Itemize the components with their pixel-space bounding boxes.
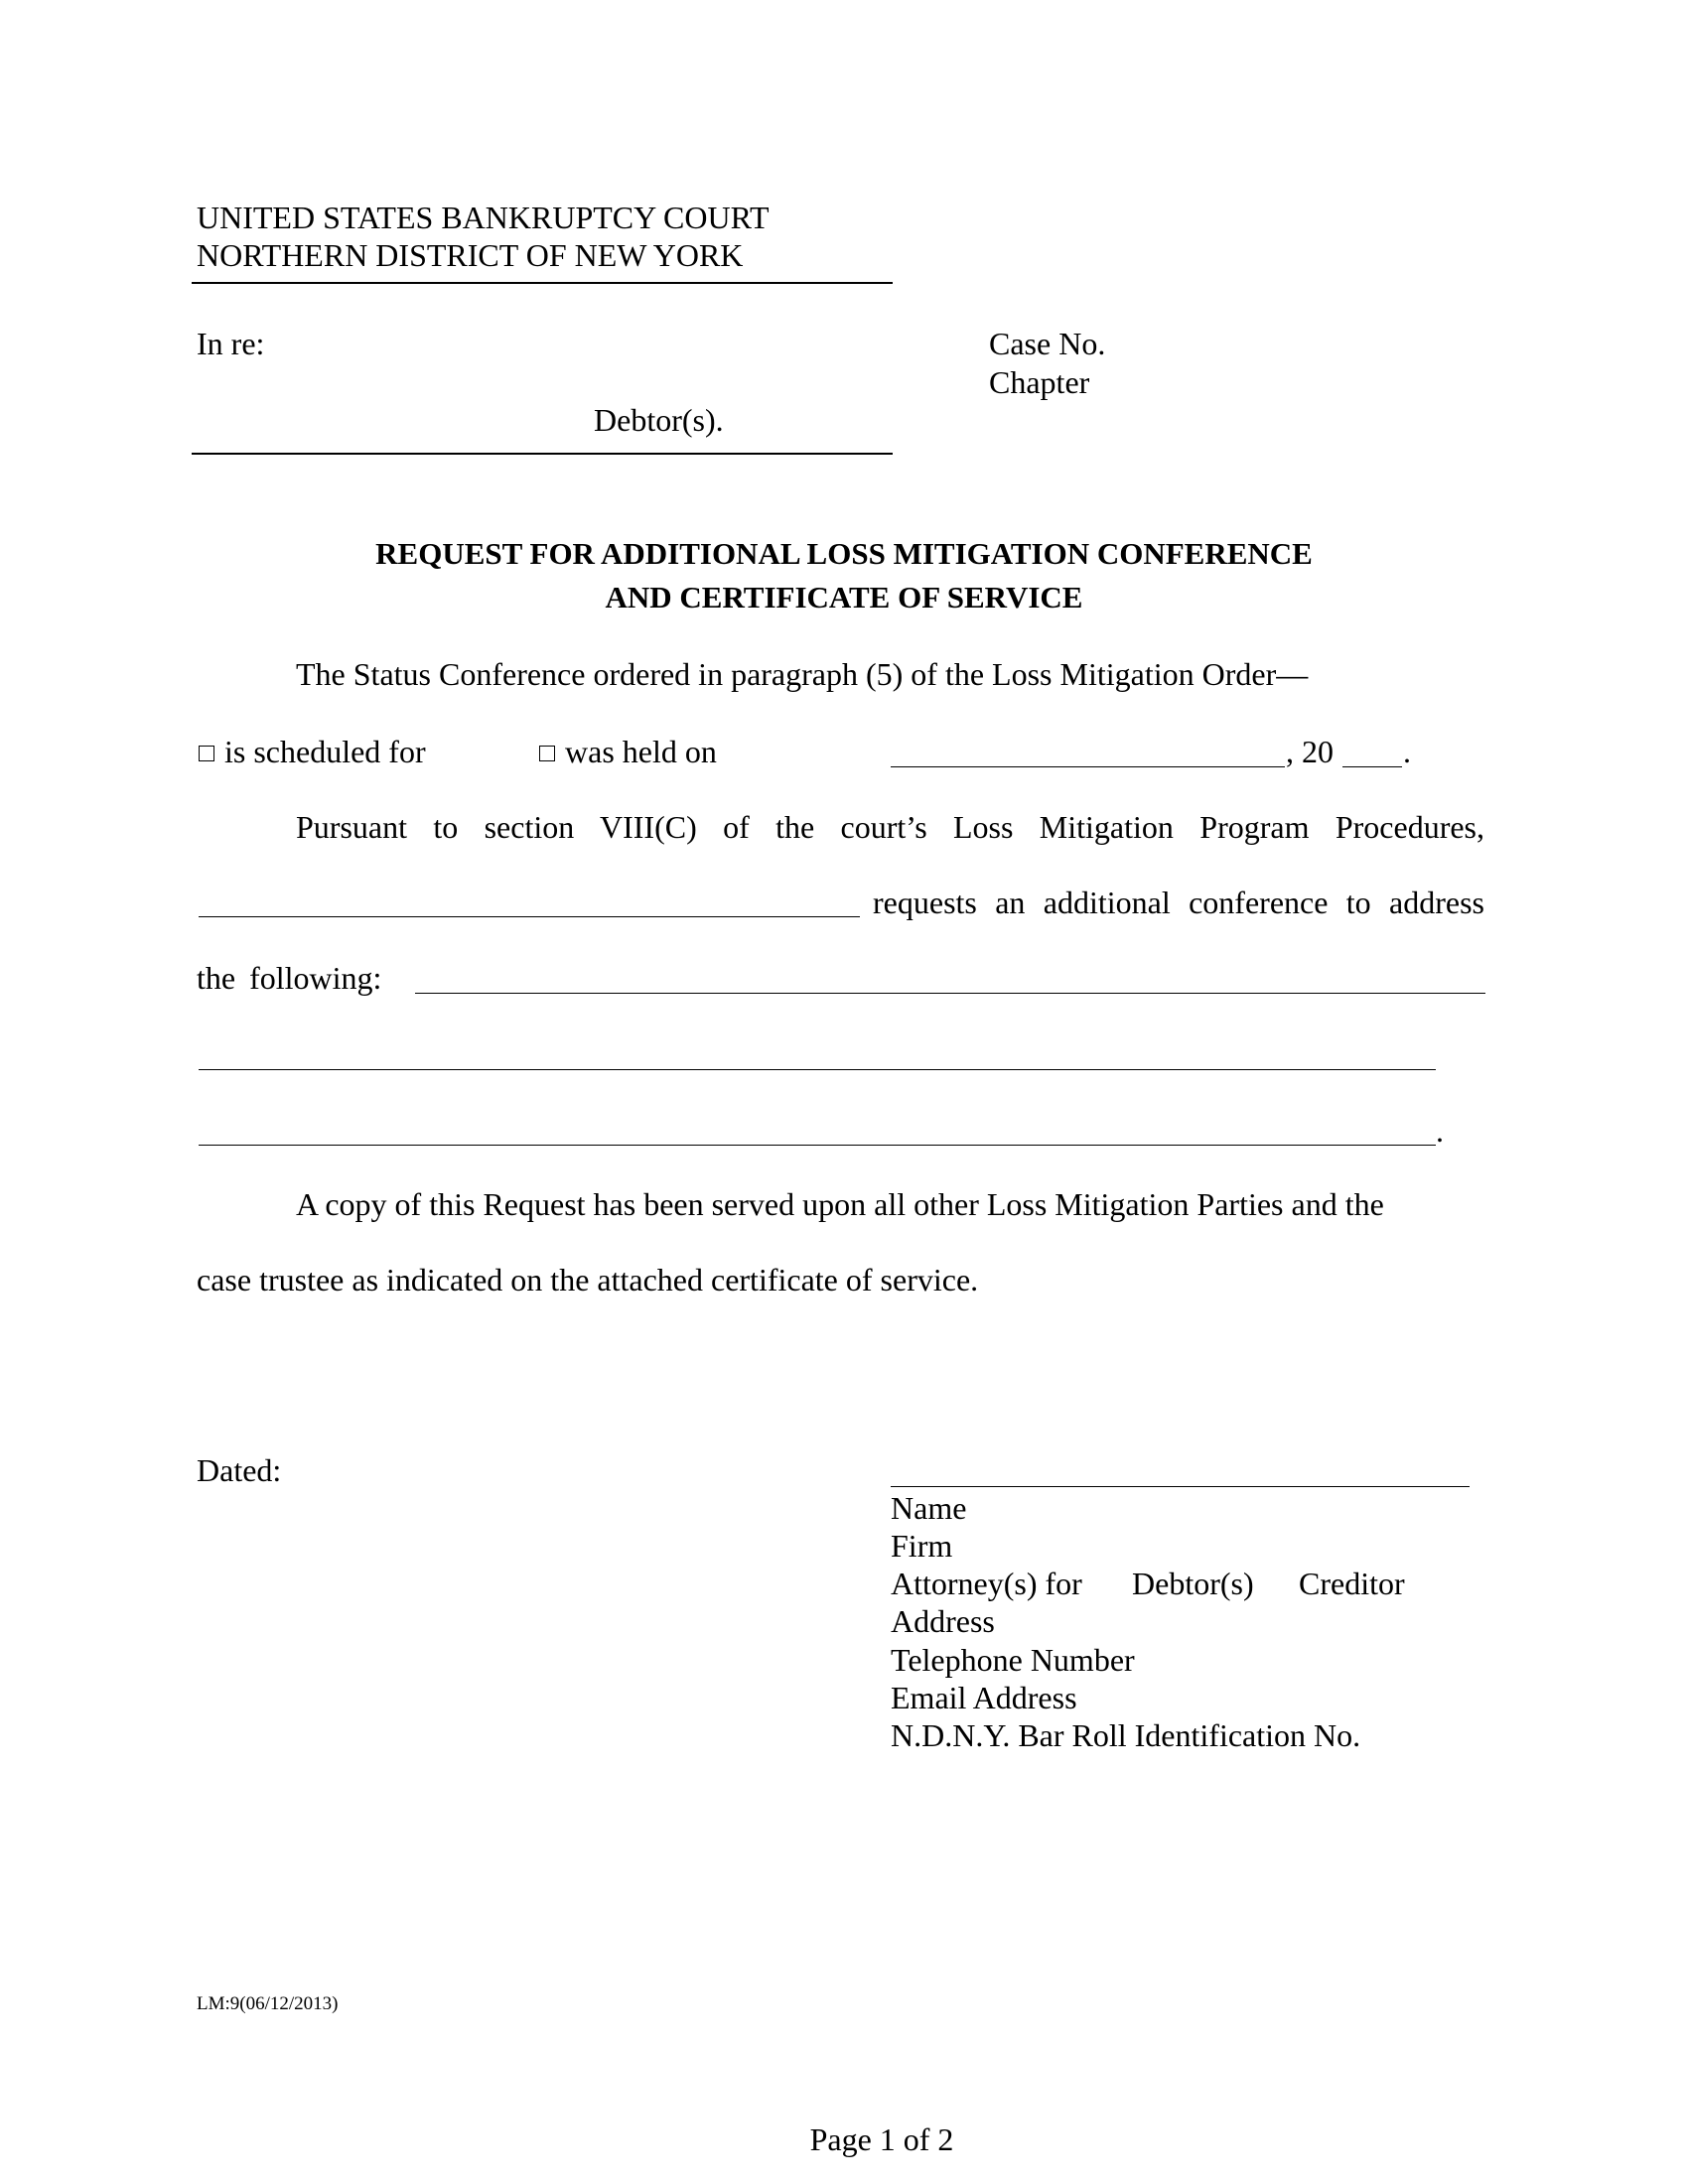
checkbox-icon[interactable] bbox=[199, 746, 214, 761]
year-blank[interactable] bbox=[1342, 766, 1402, 767]
conference-date-blank[interactable] bbox=[891, 766, 1285, 767]
issues-end-period: . bbox=[1436, 1113, 1444, 1149]
option-held-label: was held on bbox=[565, 734, 717, 769]
option-scheduled-label: is scheduled for bbox=[224, 734, 426, 769]
issues-blank-3[interactable] bbox=[199, 1145, 1436, 1146]
service-text-line1: A copy of this Request has been served upon all other Loss Mitigation Parties and the bbox=[296, 1186, 1384, 1222]
attorney-for-creditor[interactable]: Creditor bbox=[1299, 1566, 1405, 1601]
signature-name: Name bbox=[891, 1490, 967, 1526]
document-title-line1: REQUEST FOR ADDITIONAL LOSS MITIGATION CONFERENCE bbox=[375, 536, 1313, 571]
document-title-line2: AND CERTIFICATE OF SERVICE bbox=[605, 580, 1083, 614]
chapter-label: Chapter bbox=[989, 364, 1090, 400]
signature-line[interactable] bbox=[891, 1486, 1470, 1487]
issues-blank-2[interactable] bbox=[199, 1069, 1436, 1070]
option-scheduled[interactable] bbox=[199, 733, 426, 770]
court-name: UNITED STATES BANKRUPTCY COURT bbox=[197, 200, 770, 235]
requests-text: requests an additional conference to address bbox=[873, 885, 1484, 920]
page-number: Page 1 of 2 bbox=[809, 2121, 954, 2157]
pursuant-text: Pursuant to section VIII(C) of the court’s Loss Mitigation Program Procedures, bbox=[296, 809, 1484, 845]
following-label: the following: bbox=[197, 960, 382, 996]
in-re-label: In re: bbox=[197, 326, 265, 361]
attorney-for-label: Attorney(s) for bbox=[891, 1566, 1082, 1601]
signature-email: Email Address bbox=[891, 1680, 1077, 1715]
signature-firm: Firm bbox=[891, 1528, 953, 1564]
case-no-label: Case No. bbox=[989, 326, 1106, 361]
signature-bar-roll: N.D.N.Y. Bar Roll Identification No. bbox=[891, 1717, 1361, 1753]
service-text-line2: case trustee as indicated on the attached certificate of service. bbox=[197, 1262, 979, 1297]
dated-label: Dated: bbox=[197, 1452, 282, 1488]
signature-telephone: Telephone Number bbox=[891, 1642, 1135, 1678]
court-district: NORTHERN DISTRICT OF NEW YORK bbox=[197, 237, 744, 273]
attorney-for-debtors[interactable]: Debtor(s) bbox=[1132, 1566, 1254, 1601]
requesting-party-blank[interactable] bbox=[199, 916, 860, 917]
debtors-label: Debtor(s). bbox=[594, 402, 724, 438]
header-divider bbox=[192, 282, 893, 284]
checkbox-icon[interactable] bbox=[539, 746, 555, 761]
year-prefix: , 20 bbox=[1286, 734, 1334, 769]
status-conference-text: The Status Conference ordered in paragraph (5) of the Loss Mitigation Order— bbox=[296, 656, 1309, 692]
form-code: LM:9(06/12/2013) bbox=[197, 1993, 339, 2014]
date-period: . bbox=[1403, 734, 1411, 769]
option-held[interactable] bbox=[539, 733, 717, 770]
issues-blank-1[interactable] bbox=[415, 993, 1485, 994]
caption-divider bbox=[192, 453, 893, 455]
signature-address: Address bbox=[891, 1603, 995, 1639]
